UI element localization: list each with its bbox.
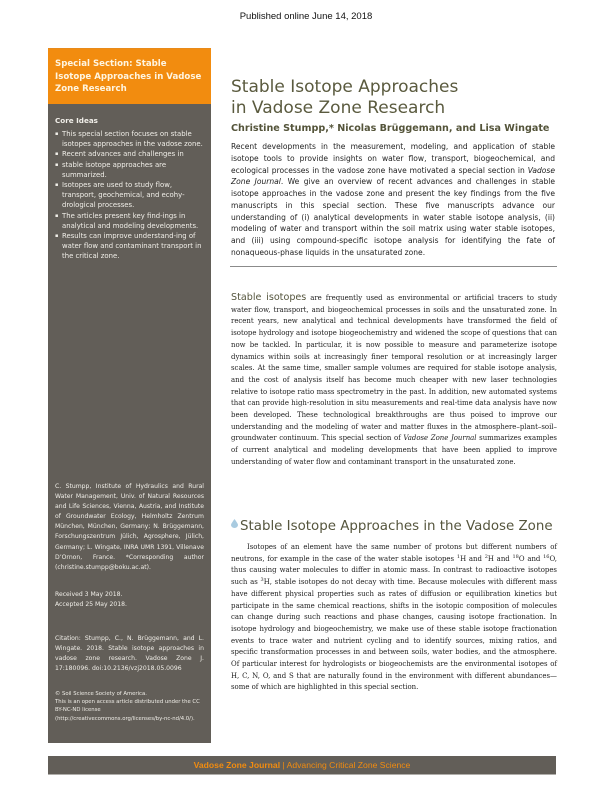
license-link[interactable]: (http://creativecommons.org/licenses/by-nc-nd/4.0/). — [55, 715, 195, 722]
article-dates — [55, 590, 127, 610]
abstract-text: . We give an overview of recent advances and challenges in stable isotope approaches in the vadose zone and present the key findings from the five manuscripts in this special section. These five manuscripts advance our understanding of (i) analytical developments in water stable isotope analysis, (ii) modeling of water and transport within the soil matrix using water stable isotopes, and (iii) using compound-specific isotope analysis for identifying the fate of nonaqueous-phase liquids in the unsaturated zone. — [231, 177, 555, 257]
section-heading-text: Stable Isotope Approaches in the Vadose Zone — [240, 519, 553, 534]
superscript: 3 — [260, 577, 264, 584]
section-paragraph — [231, 542, 557, 694]
superscript: 16 — [543, 553, 550, 560]
superscript: 2 — [484, 553, 488, 560]
abstract-divider — [230, 266, 557, 267]
abstract — [231, 141, 555, 259]
authors: Christine Stumpp,* Nicolas Brüggemann, and Lisa Wingate — [231, 123, 550, 134]
citation: Citation: Stumpp, C., N. Brüggemann, and L. Wingate. 2018. Stable isotope approaches in vadose zone research. Vadose Zone J. 17:180096. doi:10.2136/vzj2018.05.0096 — [55, 635, 204, 672]
paragraph-text: O and — [518, 554, 544, 563]
paragraph-text: O, thus causing water molecules to differ in atomic mass. In contrast to radioactive isotopes such as — [231, 554, 557, 587]
accepted-date: Accepted 25 May 2018. — [55, 601, 127, 608]
water-drop-icon — [231, 519, 238, 528]
article-title — [231, 77, 458, 118]
core-idea-item: ▪ Isotopes are used to study flow, transport, geochemical, and ecohy-drological processes. — [55, 180, 205, 211]
core-idea-item: ▪ Results can improve understand-ing of water flow and contaminant transport in the critical zone. — [55, 231, 205, 262]
paragraph-text: H and — [487, 554, 513, 563]
paragraph-text: are frequently used as environmental or artificial tracers to study water flow, transport, and biogeochemical processes in soils and the unsaturated zone. In recent years, new analytical and technical developments have transformed the field of isotope hydrology and isotope biogeochemistry and widened the scope of questions that can now be tackled. In particular, it is now possible to measure and parameterize isotope dynamics within soils at increasingly finer temporal resolution or at increasingly larger scales. At the same time, smaller sample volumes are required for stable isotope analysis, and the cost of analysis itself has become much cheaper with new laser technologies relative to isotope ratio mass spectrometry in the past. In addition, new automated systems that can provide high-resolution in situ measurements and real-time data analysis have now been developed. These technological breakthroughs are thus poised to improve our understanding and the modeling of water and matter fluxes in the atmosphere–plant–soil–groundwater continuum. This special section of — [231, 294, 557, 443]
paragraph-text: summarizes examples of current analytical and modeling developments that have been applied to improve understanding of water flow and contaminant transport in the unsaturated zone. — [231, 434, 557, 466]
special-section-header: Special Section: Stable Isotope Approaches in Vadose Zone Research — [48, 48, 211, 104]
core-ideas-list — [55, 129, 205, 262]
core-idea-item: ▪ The articles present key find-ings in analytical and modeling developments. — [55, 211, 205, 231]
journal-footer — [48, 756, 556, 775]
footer-separator: | — [280, 760, 287, 770]
abstract-text: Recent developments in the measurement, modeling, and application of stable isotope tools to provide insights on water flow, transport, biogeochemical, and ecological processes in the vadose zone have motivated a special section in — [231, 142, 555, 175]
section-heading — [231, 519, 553, 534]
intro-lead: Stable isotopes — [231, 292, 307, 303]
license-info — [55, 690, 204, 723]
superscript: 18 — [512, 553, 519, 560]
title-line-1: Stable Isotope Approaches — [231, 77, 459, 97]
footer-tagline: Advancing Critical Zone Science — [286, 760, 411, 770]
core-idea-item: ▪ This special section focuses on stable isotopes approaches in the vadose zone. — [55, 129, 205, 149]
intro-paragraph — [231, 292, 557, 469]
core-idea-item: ▪ stable isotope approaches are summarized. — [55, 160, 205, 180]
superscript: 1 — [456, 553, 461, 560]
license-text: This is an open access article distributed under the CC BY-NC-ND license — [55, 699, 200, 714]
title-line-2: in Vadose Zone Research — [231, 97, 446, 118]
footer-journal-name: Vadose Zone Journal — [193, 760, 281, 770]
copyright: © Soil Science Society of America. — [55, 691, 147, 697]
paragraph-text: H and — [460, 554, 485, 563]
sidebar — [48, 104, 211, 743]
published-date: Published online June 14, 2018 — [239, 11, 373, 22]
core-ideas-title: Core Ideas — [55, 116, 98, 125]
abstract-journal-name: Vadose Zone Journal — [231, 165, 555, 187]
paragraph-text: H, stable isotopes do not decay with time. Because molecules with different mass have different physical properties such as rates of diffusion or equilibration kinetics but participate in the same chemical reactions, shifts in the isotopic composition of molecules can change during such reactions and phase changes, causing isotope fractionation. In isotope hydrology and biogeochemistry, we make use of these stable isotope fractionation events to trace water and nutrient cycling and to identify sources, mixing ratios, and specific transformation processes in and between soils, water bodies, and the atmosphere. Of particular interest for hydrologists or biogeochemists are the environmental isotopes of H, C, N, O, and S that are naturally found in the environment with different abundances—some of which are highlighted in this special section. — [231, 578, 557, 692]
core-idea-item: ▪ Recent advances and challenges in — [55, 149, 205, 159]
received-date: Received 3 May 2018. — [55, 591, 123, 598]
author-affiliations: C. Stumpp, Institute of Hydraulics and Rural Water Management, Univ. of Natural Resources and Life Sciences, Vienna, Austria, and Institute of Groundwater Ecology, Helmholtz Zentrum München, München, Germany; N. Brüggemann, Forschungszentrum Jülich, Agrosphere, Jülich, Germany; L. Wingate, INRA UMR 1391, Villenave D’Ornon, France. *Corresponding author (christine.stumpp@boku.ac.at). — [55, 483, 204, 571]
paragraph-text: Isotopes of an element have the same number of protons but different numbers of neutrons, for example in the case of the water stable isotopes — [231, 543, 557, 563]
journal-name: Vadose Zone Journal — [403, 434, 477, 443]
